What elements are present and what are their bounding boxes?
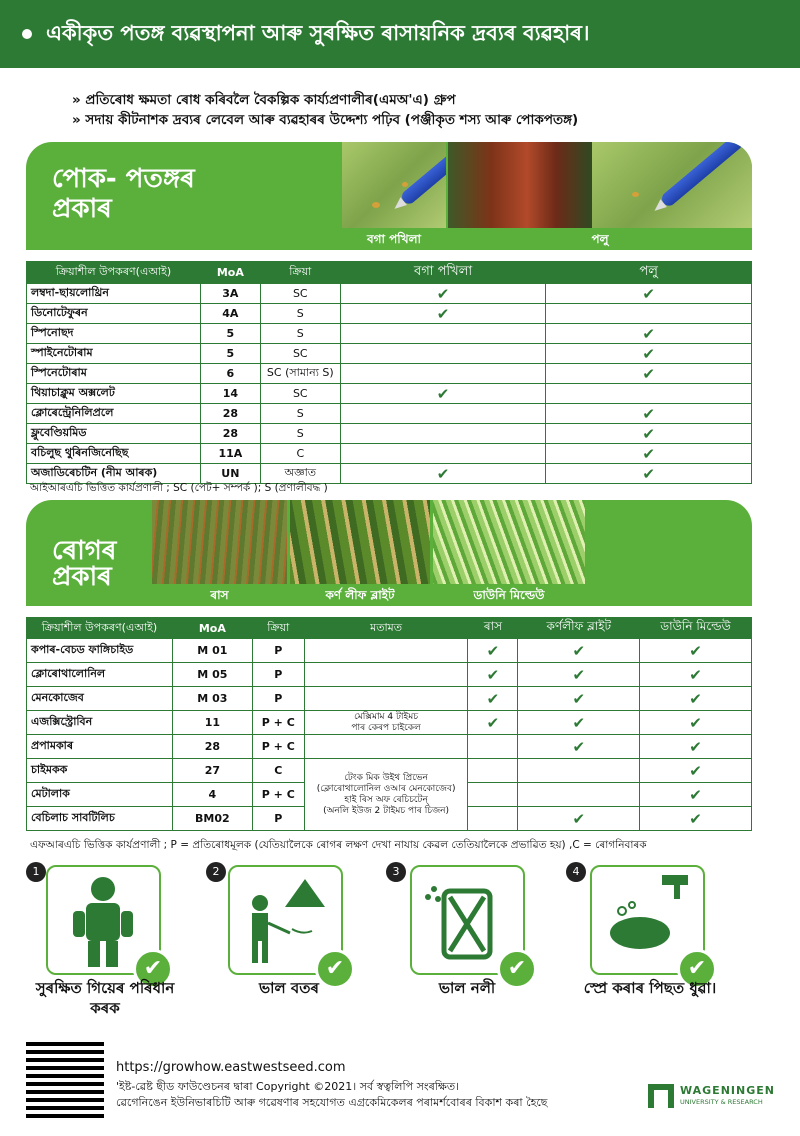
logo-text: WAGENINGEN [680, 1084, 775, 1097]
table-cell: বচিলুছ থুৰিনজিনেছিছ [27, 444, 201, 464]
table-cell: মেটালাক [27, 783, 173, 807]
col-header: ক্ৰিয়া [260, 262, 340, 284]
table-cell: C [260, 444, 340, 464]
table-cell: চাইমকক [27, 759, 173, 783]
table-cell: ফ্লুবেণ্ডিয়মিড [27, 424, 201, 444]
table-cell: M 03 [172, 687, 252, 711]
table-cell: S [260, 304, 340, 324]
footer-url[interactable]: https://growhow.eastwestseed.com [116, 1060, 346, 1075]
table-row [27, 444, 752, 464]
check-icon [468, 759, 518, 783]
wageningen-logo [648, 1082, 788, 1112]
check-icon: ✔ [133, 949, 173, 989]
disease-photo-blight [290, 500, 430, 606]
title-bar [0, 0, 800, 68]
table-cell [304, 735, 468, 759]
disease-photo-rust [152, 500, 287, 606]
bullet-icon [22, 29, 32, 39]
table-row [27, 735, 752, 759]
table-row [27, 284, 752, 304]
pest-caption-bar [448, 228, 752, 250]
table-row [27, 384, 752, 404]
table-cell: P [252, 639, 304, 663]
table-cell: ডিনোটেফুৰন [27, 304, 201, 324]
pest-table [26, 261, 752, 484]
table-cell: M 01 [172, 639, 252, 663]
table-cell: P [252, 687, 304, 711]
table-cell: অজ্ঞাত [260, 464, 340, 484]
table-cell: স্পিনোছদ [27, 324, 201, 344]
table-cell: বেচিলাচ সাবটিলিচ [27, 807, 173, 831]
table-row [27, 344, 752, 364]
step-wash-hands [590, 865, 707, 981]
page-title: একীকৃত পতঙ্গ ব্যৱস্থাপনা আৰু সুৰক্ষিত ৰাসায়নিক দ্ৰব্যৰ ব্যৱহাৰ। [46, 20, 590, 45]
table-cell: 28 [172, 735, 252, 759]
table-cell: এজক্সিস্ট্ৰোবিন [27, 711, 173, 735]
check-icon: ✔ [546, 464, 752, 484]
table-row [27, 711, 752, 735]
check-icon: ✔ [468, 639, 518, 663]
check-icon: ✔ [340, 384, 546, 404]
check-icon: ✔ [315, 949, 355, 989]
table-cell: 4 [172, 783, 252, 807]
intro [72, 90, 578, 130]
step-number: 4 [566, 862, 586, 882]
footer-copyright: 'ইষ্ট-ৱেষ্ট ছীড ফাউণ্ডেচনৰ দ্বাৰা Copyright ©2021। সৰ্ব স্বত্বলিপি সংৰক্ষিত। [116, 1080, 460, 1093]
check-icon: ✔ [468, 663, 518, 687]
col-header: ক্ৰিয়া [252, 618, 304, 639]
check-icon [468, 735, 518, 759]
step-number: 1 [26, 862, 46, 882]
table-cell: স্পিনেটোৰাম [27, 364, 201, 384]
table-cell: SC (সামান্য S) [260, 364, 340, 384]
step-protective-gear [46, 865, 163, 981]
table-cell: লম্বদা-ছায়লোথ্ৰিন [27, 284, 201, 304]
table-cell: S [260, 324, 340, 344]
photo-caption: বগা পখিলা [342, 228, 446, 250]
step-label: ভাল নলী [438, 979, 496, 997]
table-cell: M 05 [172, 663, 252, 687]
table-cell: ক্লোৰোথালোনিল [27, 663, 173, 687]
pest-title: পোক- পতঙ্গৰ [52, 164, 195, 194]
disease-photo-mildew [433, 500, 585, 606]
col-header: বগা পখিলা [340, 262, 546, 284]
table-cell: মেনকোজেব [27, 687, 173, 711]
table-cell: 5 [200, 324, 260, 344]
check-icon [546, 304, 752, 324]
step-label: সুৰক্ষিত গিয়েৰ পৰিধান কৰক [35, 979, 175, 1017]
check-icon: ✔ [518, 711, 640, 735]
table-cell: ক্লোৰেন্ট্ৰেনিলিপ্ৰলে [27, 404, 201, 424]
pest-title-2: প্ৰকাৰ [52, 194, 112, 224]
table-row [27, 639, 752, 663]
table-cell [304, 639, 468, 663]
check-icon: ✔ [546, 424, 752, 444]
table-cell: স্পাইনেটোৰাম [27, 344, 201, 364]
check-icon [340, 324, 546, 344]
check-icon: ✔ [546, 444, 752, 464]
photo-caption: ডাউনি মিল্ডেউ [433, 584, 585, 606]
check-icon: ✔ [518, 807, 640, 831]
step-number: 2 [206, 862, 226, 882]
remark-cell: মেক্সিমাম 4 টাইমচ পাৰ কেৰপ চাইকেল [304, 711, 468, 735]
check-icon [340, 344, 546, 364]
table-cell: 28 [200, 404, 260, 424]
table-row [27, 687, 752, 711]
photo-caption: পলু [591, 232, 609, 246]
table-cell: 28 [200, 424, 260, 444]
table-cell: SC [260, 284, 340, 304]
table-cell: 11 [172, 711, 252, 735]
disease-title-2: প্ৰকাৰ [52, 562, 112, 592]
check-icon [468, 783, 518, 807]
pest-note: আইআৰএচি ভিত্তিত কাৰ্যপ্ৰণালী ; SC (পেট+ সম্পৰ্ক ); S (প্ৰণালীবদ্ধ ) [30, 482, 328, 494]
check-icon: ✔ [497, 949, 537, 989]
check-icon [546, 384, 752, 404]
table-cell: প্ৰপামকাৰ [27, 735, 173, 759]
table-row [27, 759, 752, 783]
col-header: মতামত [304, 618, 468, 639]
remark-cell: টেংক মিক উইথ প্ৰিভেন (ক্লোৰোথালোনিল ওআৰ মেনকোজেব) হাই ৰিস অফ ৰেচিচটেন্‌ (অনলি ইউজ 2 টাইমচ পাৰ চিজন) [304, 759, 468, 831]
table-cell: 27 [172, 759, 252, 783]
disease-note: এফআৰএচি ভিত্তিক কাৰ্যপ্ৰণালী ; P = প্ৰতিৰোধমূলক (যেতিয়ালৈকে ৰোগৰ লক্ষণ দেখা নাযায় কেৱল তেতিয়ালৈকে প্ৰভাৱিত হয়) ,C = ৰোগনিবাৰক [30, 839, 647, 851]
step-label: ভাল বতৰ [259, 979, 319, 997]
table-cell: C [252, 759, 304, 783]
table-cell: P [252, 663, 304, 687]
table-cell: UN [200, 464, 260, 484]
col-header: পলু [546, 262, 752, 284]
logo-subtext: UNIVERSITY & RESEARCH [680, 1098, 763, 1106]
table-row [27, 424, 752, 444]
disease-title: ৰোগৰ [52, 536, 117, 566]
check-icon: ✔ [640, 807, 752, 831]
check-icon: ✔ [640, 687, 752, 711]
step-number: 3 [386, 862, 406, 882]
table-row [27, 324, 752, 344]
table-row [27, 304, 752, 324]
table-cell: SC [260, 344, 340, 364]
table-cell: BM02 [172, 807, 252, 831]
check-icon [518, 783, 640, 807]
disease-table [26, 617, 752, 831]
photo-caption: কৰ্ণ লীফ ব্লাইট [290, 584, 430, 606]
check-icon [340, 404, 546, 424]
check-icon [340, 444, 546, 464]
col-header: ৰাস [468, 618, 518, 639]
check-icon: ✔ [518, 639, 640, 663]
col-header: ক্ৰিয়াশীল উপকৰণ(এআই) [27, 262, 201, 284]
photo-caption: ৰাস [152, 584, 287, 606]
check-icon: ✔ [640, 639, 752, 663]
table-cell: 5 [200, 344, 260, 364]
check-icon: ✔ [640, 711, 752, 735]
check-icon: ✔ [468, 711, 518, 735]
table-cell: কপাৰ-বেচড ফাঙ্গিচাইড [27, 639, 173, 663]
col-header: MoA [200, 262, 260, 284]
check-icon: ✔ [468, 687, 518, 711]
check-icon [340, 424, 546, 444]
check-icon: ✔ [546, 364, 752, 384]
check-icon: ✔ [340, 284, 546, 304]
table-cell: SC [260, 384, 340, 404]
check-icon [340, 364, 546, 384]
intro-line: » প্ৰতিৰোধ ক্ষমতা ৰোধ কৰিবলৈ বৈকল্পিক কাৰ্য্যপ্ৰণালীৰ(এমঅ'এ) গ্ৰুপ [72, 92, 456, 108]
step-good-weather [228, 865, 345, 981]
table-cell: 3A [200, 284, 260, 304]
check-icon: ✔ [640, 663, 752, 687]
col-header: ক্ৰিয়াশীল উপকৰণ(এআই) [27, 618, 173, 639]
table-cell [304, 687, 468, 711]
step-good-nozzle [410, 865, 527, 981]
table-cell: S [260, 404, 340, 424]
col-header: ডাউনি মিল্ডেউ [640, 618, 752, 639]
table-cell: 6 [200, 364, 260, 384]
table-cell: 4A [200, 304, 260, 324]
table-cell: P + C [252, 735, 304, 759]
table-cell: 11A [200, 444, 260, 464]
table-cell: P + C [252, 711, 304, 735]
check-icon: ✔ [518, 663, 640, 687]
check-icon: ✔ [340, 304, 546, 324]
table-row [27, 364, 752, 384]
check-icon [518, 759, 640, 783]
check-icon: ✔ [640, 759, 752, 783]
table-row [27, 663, 752, 687]
table-cell [304, 663, 468, 687]
table-cell: P + C [252, 783, 304, 807]
check-icon: ✔ [546, 324, 752, 344]
check-icon: ✔ [546, 284, 752, 304]
col-header: কৰ্ণলীফ ব্লাইট [518, 618, 640, 639]
intro-line: » সদায় কীটনাশক দ্ৰব্যৰ লেবেল আৰু ব্যৱহাৰৰ উদ্দেশ্য পঢ়িব (পঞ্জীকৃত শস্য আৰু পোকপতঙ্গ) [72, 112, 579, 128]
col-header: MoA [172, 618, 252, 639]
check-icon [468, 807, 518, 831]
check-icon: ✔ [640, 735, 752, 759]
table-cell: P [252, 807, 304, 831]
check-icon: ✔ [340, 464, 546, 484]
step-label: স্প্ৰে কৰাৰ পিছত ধুৱা। [583, 979, 717, 997]
check-icon: ✔ [546, 404, 752, 424]
check-icon: ✔ [518, 687, 640, 711]
table-row [27, 404, 752, 424]
pest-photo-whitefly [342, 142, 446, 250]
table-cell: S [260, 424, 340, 444]
check-icon: ✔ [546, 344, 752, 364]
table-cell: অজাডিৰেচটিন (নীম আৰক) [27, 464, 201, 484]
table-cell: 14 [200, 384, 260, 404]
footer-credit: ৱেগেনিঙেন ইউনিভাৰচিটি আৰু গৱেষণাৰ সহযোগত এগ্ৰকেমিকেলৰ পৰামৰ্শবোৰৰ বিকাশ কৰা হৈছে [116, 1096, 548, 1109]
check-icon: ✔ [518, 735, 640, 759]
table-cell: থিয়াচাক্লুম অক্সলেট [27, 384, 201, 404]
check-icon: ✔ [677, 949, 717, 989]
check-icon: ✔ [640, 783, 752, 807]
qr-code[interactable] [26, 1040, 104, 1118]
